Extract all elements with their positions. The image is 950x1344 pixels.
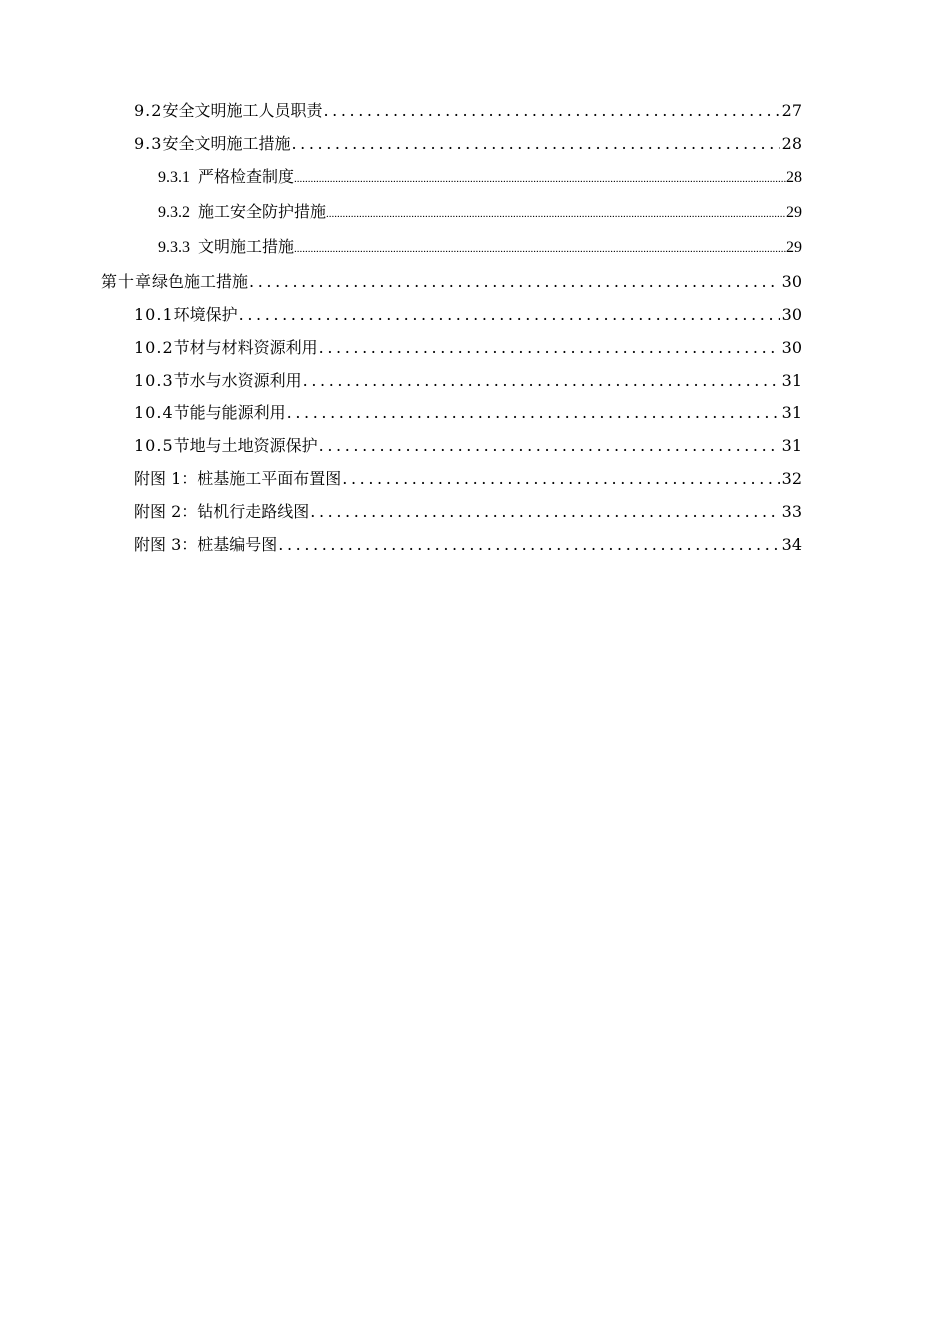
toc-entry-page: 30 xyxy=(781,338,802,357)
toc-entry-page: 30 xyxy=(781,272,802,291)
toc-entry-title: 附图 2：钻机行走路线图 xyxy=(134,502,310,521)
toc-leader-dots xyxy=(249,270,780,294)
toc-entry-appendix-1[interactable] xyxy=(134,467,802,491)
toc-entry-number: 9.2 xyxy=(134,101,163,120)
toc-entry-page: 31 xyxy=(781,436,802,455)
toc-entry-10-3[interactable] xyxy=(134,369,802,393)
toc-entry-appendix-2[interactable] xyxy=(134,500,802,524)
toc-leader-dots xyxy=(287,401,780,425)
toc-entry-number: 10.3 xyxy=(134,371,174,390)
toc-entry-title: 文明施工措施 xyxy=(198,239,295,256)
toc-entry-title: 严格检查制度 xyxy=(198,169,295,186)
toc-entry-title: 安全文明施工人员职责 xyxy=(162,101,323,120)
toc-leader-dots xyxy=(323,99,779,123)
toc-entry-title: 绿色施工措施 xyxy=(152,272,249,291)
toc-entry-9-3-2[interactable] xyxy=(158,201,802,225)
toc-entry-number: 10.4 xyxy=(134,403,174,422)
toc-entry-10-1[interactable] xyxy=(134,303,802,327)
toc-entry-9-3[interactable] xyxy=(134,132,802,156)
toc-entry-appendix-3[interactable] xyxy=(134,533,802,557)
toc-entry-9-2[interactable] xyxy=(134,99,802,123)
toc-entry-page: 33 xyxy=(781,502,802,521)
toc-entry-number: 10.5 xyxy=(134,436,174,455)
toc-entry-title: 环境保护 xyxy=(173,305,238,324)
toc-entry-number: 9.3.1 xyxy=(158,169,190,186)
toc-entry-9-3-3[interactable] xyxy=(158,236,802,260)
toc-leader-dots xyxy=(303,369,780,393)
toc-entry-number: 9.3.2 xyxy=(158,204,190,221)
toc-entry-number: 10.2 xyxy=(134,338,174,357)
toc-entry-title: 节水与水资源利用 xyxy=(173,371,302,390)
toc-leader-dots xyxy=(294,167,786,191)
toc-entry-number: 9.3 xyxy=(134,134,163,153)
toc-entry-number: 第十章 xyxy=(101,272,153,291)
toc-entry-title: 附图 1：桩基施工平面布置图 xyxy=(134,469,342,488)
toc-entry-page: 31 xyxy=(781,371,802,390)
toc-leader-dots xyxy=(342,467,779,491)
toc-entry-10-2[interactable] xyxy=(134,336,802,360)
toc-entry-page: 28 xyxy=(786,169,802,186)
toc-entry-number: 9.3.3 xyxy=(158,239,190,256)
toc-entry-page: 27 xyxy=(781,101,802,120)
toc-entry-page: 34 xyxy=(781,535,802,554)
toc-entry-10-4[interactable] xyxy=(134,401,802,425)
toc-entry-chapter-10[interactable] xyxy=(101,270,802,294)
toc-entry-title: 节能与能源利用 xyxy=(173,403,286,422)
toc-entry-10-5[interactable] xyxy=(134,434,802,458)
toc-leader-dots xyxy=(239,303,780,327)
toc-leader-dots xyxy=(319,434,780,458)
toc-leader-dots xyxy=(326,202,786,226)
toc-entry-page: 30 xyxy=(781,305,802,324)
toc-leader-dots xyxy=(319,336,780,360)
toc-entry-title: 施工安全防护措施 xyxy=(198,204,327,221)
toc-entry-title: 节材与材料资源利用 xyxy=(173,338,318,357)
toc-entry-page: 31 xyxy=(781,403,802,422)
toc-entry-number: 10.1 xyxy=(134,305,174,324)
toc-leader-dots xyxy=(310,500,779,524)
toc-entry-title: 节地与土地资源保护 xyxy=(173,436,318,455)
toc-entry-9-3-1[interactable] xyxy=(158,166,802,190)
toc-entry-page: 29 xyxy=(786,204,802,221)
toc-leader-dots xyxy=(291,132,779,156)
toc-entry-page: 32 xyxy=(781,469,802,488)
toc-leader-dots xyxy=(294,237,786,261)
toc-entry-page: 29 xyxy=(786,239,802,256)
toc-entry-page: 28 xyxy=(781,134,802,153)
toc-leader-dots xyxy=(278,533,779,557)
toc-entry-title: 安全文明施工措施 xyxy=(162,134,291,153)
toc-entry-title: 附图 3：桩基编号图 xyxy=(134,535,278,554)
